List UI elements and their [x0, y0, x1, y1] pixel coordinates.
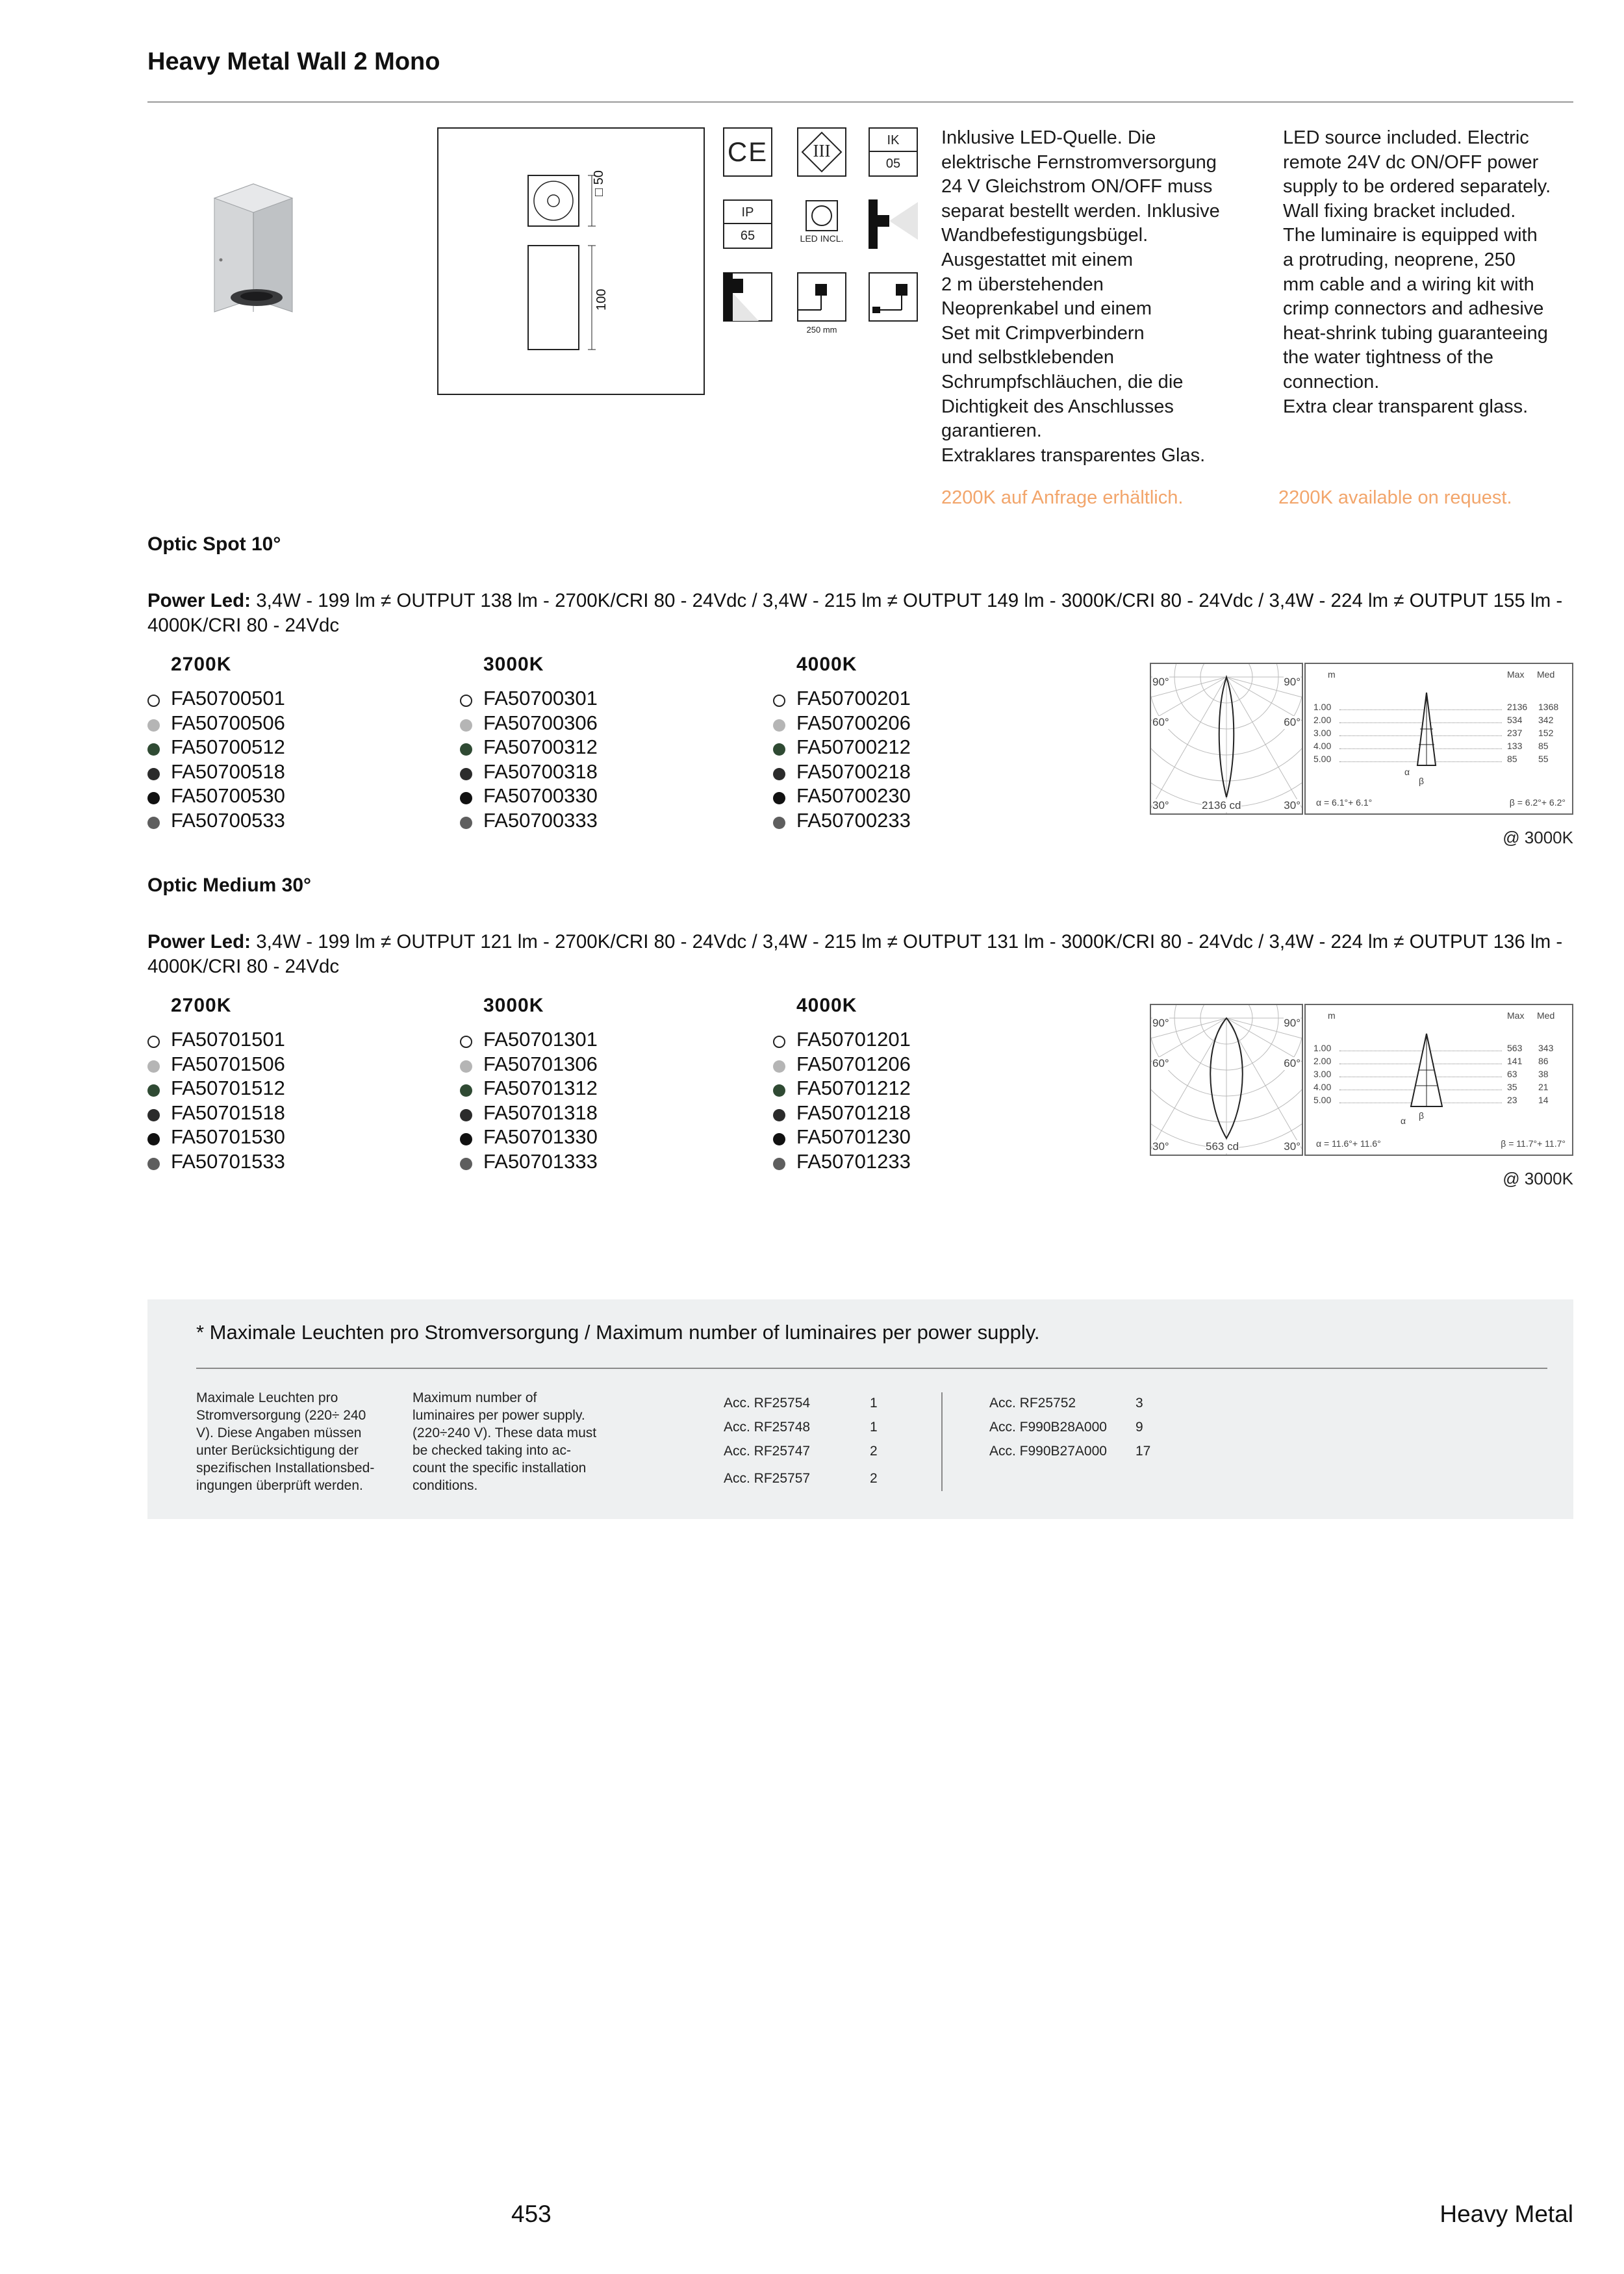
finish-anthracite-swatch — [460, 768, 472, 780]
code-value: FA50701533 — [171, 1149, 285, 1173]
table-med-header: Med — [1537, 1010, 1555, 1021]
ip-rating-icon: IP 65 — [723, 199, 772, 249]
cable-length-label: 250 mm — [806, 325, 837, 335]
dimension-width-label: □ 50 — [592, 170, 606, 196]
accessory-code: Acc. RF25757 — [724, 1471, 811, 1486]
polar-30-right: 30° — [1284, 1140, 1300, 1153]
code-item — [460, 1052, 746, 1077]
code-item — [460, 1101, 746, 1125]
alpha-symbol: α — [1401, 1116, 1406, 1126]
title-divider — [147, 101, 1573, 103]
accessory-count: 17 — [1136, 1444, 1151, 1459]
finish-white-swatch — [460, 1036, 472, 1048]
power-led-label: Power Led: — [147, 590, 251, 611]
code-value: FA50700218 — [796, 760, 911, 783]
beam-cone — [1407, 690, 1446, 768]
beta-symbol: β — [1419, 1110, 1425, 1121]
code-value: FA50701501 — [171, 1028, 285, 1051]
code-value: FA50701330 — [483, 1125, 598, 1149]
finish-grey-swatch — [773, 1060, 785, 1073]
code-item — [460, 760, 746, 784]
accessory-row — [724, 1444, 919, 1471]
code-value: FA50700230 — [796, 784, 911, 808]
finish-green-swatch — [773, 743, 785, 756]
accessory-row — [989, 1420, 1184, 1444]
table-row: 2.00 141 86 — [1313, 1056, 1549, 1066]
code-value: FA50701333 — [483, 1149, 598, 1173]
table-row: 2.00 534 342 — [1313, 715, 1554, 725]
code-value: FA50700312 — [483, 735, 598, 759]
polar-60-right: 60° — [1284, 1057, 1300, 1069]
code-item — [460, 1076, 746, 1101]
reference-temperature-medium: @ 3000K — [1503, 1169, 1573, 1188]
accessory-code: Acc. RF25752 — [989, 1396, 1076, 1411]
code-value: FA50701512 — [171, 1077, 285, 1100]
polar-candela: 2136 cd — [1202, 799, 1241, 811]
column-head: 3000K — [483, 654, 544, 675]
code-value: FA50700212 — [796, 735, 911, 759]
alpha-angle: α = 11.6°+ 11.6° — [1316, 1138, 1381, 1149]
alpha-symbol: α — [1404, 767, 1410, 777]
code-value: FA50700333 — [483, 808, 598, 832]
accessory-code: Acc. RF25748 — [724, 1420, 811, 1435]
code-item — [147, 735, 433, 760]
code-value: FA50700518 — [171, 760, 285, 783]
code-item — [147, 686, 433, 711]
column-head: 2700K — [171, 654, 232, 675]
code-value: FA50701206 — [796, 1052, 911, 1075]
accessory-count: 2 — [870, 1471, 878, 1486]
finish-graphite-swatch — [460, 817, 472, 829]
table-row: 4.00 133 85 — [1313, 741, 1549, 751]
footer-brand: Heavy Metal — [1440, 2201, 1573, 2227]
page-number: 453 — [511, 2201, 552, 2227]
code-column-2700k — [147, 995, 433, 1174]
table-max-header: Max — [1507, 1010, 1525, 1021]
finish-white-swatch — [460, 695, 472, 707]
polar-candela: 563 cd — [1206, 1140, 1239, 1153]
finish-white-swatch — [773, 1036, 785, 1048]
polar-diagram-spot — [1150, 663, 1303, 815]
finish-grey-swatch — [460, 1060, 472, 1073]
code-item — [460, 1125, 746, 1149]
code-item — [773, 1027, 1059, 1052]
code-item — [460, 784, 746, 808]
finish-graphite-swatch — [147, 1158, 160, 1170]
polar-90-right: 90° — [1284, 1017, 1300, 1029]
code-item — [147, 760, 433, 784]
code-item — [773, 1076, 1059, 1101]
table-row: 4.00 35 21 — [1313, 1082, 1549, 1092]
code-value: FA50700201 — [796, 687, 911, 709]
beta-angle: β = 6.2°+ 6.2° — [1509, 797, 1566, 808]
code-item — [460, 1149, 746, 1174]
availability-note-de: 2200K auf Anfrage erhältlich. — [941, 487, 1184, 508]
finish-black-swatch — [773, 1133, 785, 1145]
finish-green-swatch — [773, 1084, 785, 1097]
code-value: FA50700330 — [483, 784, 598, 808]
finish-grey-swatch — [773, 719, 785, 732]
polar-30-right: 30° — [1284, 799, 1300, 811]
power-led-spot — [147, 589, 1577, 638]
finish-green-swatch — [147, 1084, 160, 1097]
finish-grey-swatch — [147, 1060, 160, 1073]
beta-angle: β = 11.7°+ 11.7° — [1501, 1138, 1566, 1149]
finish-anthracite-swatch — [773, 1109, 785, 1121]
dimension-height-label: 100 — [594, 288, 609, 311]
power-led-medium — [147, 930, 1577, 979]
accessory-code: Acc. F990B27A000 — [989, 1444, 1107, 1459]
alpha-angle: α = 6.1°+ 6.1° — [1316, 797, 1373, 808]
code-value: FA50701301 — [483, 1028, 598, 1051]
code-value: FA50700512 — [171, 735, 285, 759]
accessory-count: 1 — [870, 1420, 878, 1435]
reference-temperature-spot: @ 3000K — [1503, 828, 1573, 847]
finish-anthracite-swatch — [460, 1109, 472, 1121]
finish-white-swatch — [147, 695, 160, 707]
polar-30-left: 30° — [1152, 1140, 1169, 1153]
accessory-divider — [941, 1392, 943, 1491]
code-value: FA50701306 — [483, 1052, 598, 1075]
code-value: FA50701318 — [483, 1101, 598, 1124]
finish-grey-swatch — [460, 719, 472, 732]
power-supply-info-panel — [147, 1299, 1573, 1519]
code-item — [147, 1149, 433, 1174]
code-value: FA50701201 — [796, 1028, 911, 1051]
code-column-4000k — [773, 995, 1059, 1174]
code-value: FA50701233 — [796, 1149, 911, 1173]
code-value: FA50701312 — [483, 1077, 598, 1100]
description-en: LED source included. Electric remote 24V dc ON/OFF power supply to be ordered separately. Wall fixing bracket included. The luminaire is equipped with a protruding, neoprene, 250 mm cable and a wiring kit with crimp connectors and adhesive heat-shrink tubing guaranteeing the water tightness of the connection. Extra clear transparent glass. — [1283, 127, 1551, 417]
polar-90-left: 90° — [1152, 1017, 1169, 1029]
polar-60-right: 60° — [1284, 716, 1300, 728]
accessory-list-right — [989, 1396, 1184, 1468]
code-value: FA50701212 — [796, 1077, 911, 1100]
code-item — [773, 1125, 1059, 1149]
beam-cone — [1401, 1031, 1453, 1109]
finish-green-swatch — [147, 743, 160, 756]
section-title-spot: Optic Spot 10° — [147, 533, 281, 555]
description-de: Inklusive LED-Quelle. Die elektrische Fernstromversorgung 24 V Gleichstrom ON/OFF muss separat bestellt werden. Inklusive Wandbefestigungsbügel. Ausgestattet mit einem 2 m überstehenden Neoprenkabel und einem Set mit Crimpverbindern und selbstklebenden Schrumpfschläuchen, die die Dichtigkeit des Anschlusses garantieren. Extraklares transparentes Glas. — [941, 127, 1220, 466]
power-led-label: Power Led: — [147, 931, 251, 952]
code-value: FA50700530 — [171, 784, 285, 808]
finish-green-swatch — [460, 1084, 472, 1097]
power-led-text: 3,4W - 199 lm ≠ OUTPUT 138 lm - 2700K/CRI 80 - 24Vdc / 3,4W - 215 lm ≠ OUTPUT 149 lm - 3000K/CRI 80 - 24Vdc / 3,4W - 224 lm ≠ OUTPUT 155 lm - 4000K/CRI 80 - 24Vdc — [147, 590, 1563, 636]
remote-driver-icon — [869, 272, 918, 322]
ik-rating-icon: IK 05 — [869, 127, 918, 177]
code-value: FA50700506 — [171, 711, 285, 734]
code-item — [147, 711, 433, 735]
code-item — [147, 784, 433, 808]
code-item — [147, 1101, 433, 1125]
finish-black-swatch — [773, 792, 785, 804]
table-med-header: Med — [1537, 669, 1555, 680]
polar-90-left: 90° — [1152, 676, 1169, 688]
code-item — [773, 711, 1059, 735]
code-value: FA50701218 — [796, 1101, 911, 1124]
finish-graphite-swatch — [460, 1158, 472, 1170]
info-heading: * Maximale Leuchten pro Stromversorgung / Maximum number of luminaires per power supply. — [196, 1321, 1040, 1344]
wall-mount-icon — [869, 199, 918, 249]
code-item — [147, 1076, 433, 1101]
code-item — [773, 760, 1059, 784]
accessory-code: Acc. RF25754 — [724, 1396, 811, 1411]
accessory-code: Acc. RF25747 — [724, 1444, 811, 1459]
accessory-row — [989, 1444, 1184, 1468]
cable-length-icon — [797, 272, 846, 322]
polar-60-left: 60° — [1152, 1057, 1169, 1069]
info-text-en: Maximum number of luminaires per power supply. (220÷240 V). These data must be checked taking into ac- count the specific installation conditions. — [412, 1390, 597, 1493]
led-included-icon: LED INCL. — [797, 199, 846, 249]
illuminance-table-medium — [1304, 1004, 1573, 1156]
column-head: 4000K — [796, 995, 857, 1016]
page-title: Heavy Metal Wall 2 Mono — [147, 48, 440, 75]
accessory-row — [724, 1420, 919, 1444]
accessory-row — [724, 1471, 919, 1495]
code-item — [773, 1149, 1059, 1174]
code-item — [460, 711, 746, 735]
code-item — [460, 735, 746, 760]
wall-light-up-icon — [723, 272, 772, 322]
table-max-header: Max — [1507, 669, 1525, 680]
finish-black-swatch — [147, 792, 160, 804]
power-led-text: 3,4W - 199 lm ≠ OUTPUT 121 lm - 2700K/CRI 80 - 24Vdc / 3,4W - 215 lm ≠ OUTPUT 131 lm - 3000K/CRI 80 - 24Vdc / 3,4W - 224 lm ≠ OUTPUT 136 lm - 4000K/CRI 80 - 24Vdc — [147, 931, 1563, 977]
product-photo — [208, 179, 299, 318]
code-value: FA50701506 — [171, 1052, 285, 1075]
polar-diagram-medium — [1150, 1004, 1303, 1156]
accessory-row — [724, 1396, 919, 1420]
polar-60-left: 60° — [1152, 716, 1169, 728]
code-column-2700k — [147, 654, 433, 833]
table-m-header: m — [1328, 669, 1336, 680]
dimension-drawing — [437, 127, 705, 395]
code-item — [147, 1125, 433, 1149]
finish-black-swatch — [147, 1133, 160, 1145]
finish-anthracite-swatch — [147, 768, 160, 780]
column-head: 2700K — [171, 995, 232, 1016]
code-value: FA50700206 — [796, 711, 911, 734]
accessory-code: Acc. F990B28A000 — [989, 1420, 1107, 1435]
table-row: 5.00 85 55 — [1313, 754, 1549, 764]
ce-icon: CE — [723, 127, 772, 177]
code-value: FA50701530 — [171, 1125, 285, 1149]
finish-black-swatch — [460, 1133, 472, 1145]
code-item — [460, 1027, 746, 1052]
accessory-count: 2 — [870, 1444, 878, 1459]
column-head: 4000K — [796, 654, 857, 675]
code-value: FA50700501 — [171, 687, 285, 709]
table-m-header: m — [1328, 1010, 1336, 1021]
polar-30-left: 30° — [1152, 799, 1169, 811]
code-value: FA50701518 — [171, 1101, 285, 1124]
accessory-row — [989, 1396, 1184, 1420]
code-item — [773, 686, 1059, 711]
code-value: FA50701230 — [796, 1125, 911, 1149]
code-value: FA50700301 — [483, 687, 598, 709]
accessory-count: 1 — [870, 1396, 878, 1411]
beta-symbol: β — [1419, 776, 1425, 786]
accessory-list-left — [724, 1396, 919, 1495]
code-value: FA50700306 — [483, 711, 598, 734]
finish-green-swatch — [460, 743, 472, 756]
accessory-count: 3 — [1136, 1396, 1143, 1411]
finish-white-swatch — [773, 695, 785, 707]
finish-graphite-swatch — [773, 1158, 785, 1170]
finish-white-swatch — [147, 1036, 160, 1048]
finish-black-swatch — [460, 792, 472, 804]
illuminance-table-spot — [1304, 663, 1573, 815]
table-row: 5.00 23 14 — [1313, 1095, 1549, 1105]
code-item — [773, 1101, 1059, 1125]
info-text-de: Maximale Leuchten pro Stromversorgung (220÷ 240 V). Diese Angaben müssen unter Berücksichtigung der spezifischen Installationsbed- ingungen überprüft werden. — [196, 1390, 375, 1493]
code-item — [147, 1052, 433, 1077]
code-column-3000k — [460, 995, 746, 1174]
code-item — [460, 808, 746, 833]
polar-90-right: 90° — [1284, 676, 1300, 688]
code-value: FA50700318 — [483, 760, 598, 783]
code-item — [773, 808, 1059, 833]
code-column-4000k — [773, 654, 1059, 833]
section-title-medium: Optic Medium 30° — [147, 875, 312, 896]
finish-grey-swatch — [147, 719, 160, 732]
code-item — [773, 1052, 1059, 1077]
code-item — [147, 808, 433, 833]
column-head: 3000K — [483, 995, 544, 1016]
table-row: 1.00 563 343 — [1313, 1043, 1554, 1053]
code-item — [147, 1027, 433, 1052]
table-row: 1.00 2136 1368 — [1313, 702, 1559, 712]
code-value: FA50700233 — [796, 808, 911, 832]
availability-note-en: 2200K available on request. — [1278, 487, 1512, 508]
code-item — [773, 784, 1059, 808]
code-column-3000k — [460, 654, 746, 833]
code-value: FA50700533 — [171, 808, 285, 832]
info-divider — [196, 1368, 1547, 1369]
table-row: 3.00 63 38 — [1313, 1069, 1549, 1079]
finish-anthracite-swatch — [147, 1109, 160, 1121]
code-item — [460, 686, 746, 711]
dimension-drawing-lines — [438, 129, 704, 394]
table-row: 3.00 237 152 — [1313, 728, 1554, 738]
finish-anthracite-swatch — [773, 768, 785, 780]
accessory-count: 9 — [1136, 1420, 1143, 1435]
code-item — [773, 735, 1059, 760]
finish-graphite-swatch — [773, 817, 785, 829]
finish-graphite-swatch — [147, 817, 160, 829]
class-3-icon: III — [797, 127, 846, 177]
